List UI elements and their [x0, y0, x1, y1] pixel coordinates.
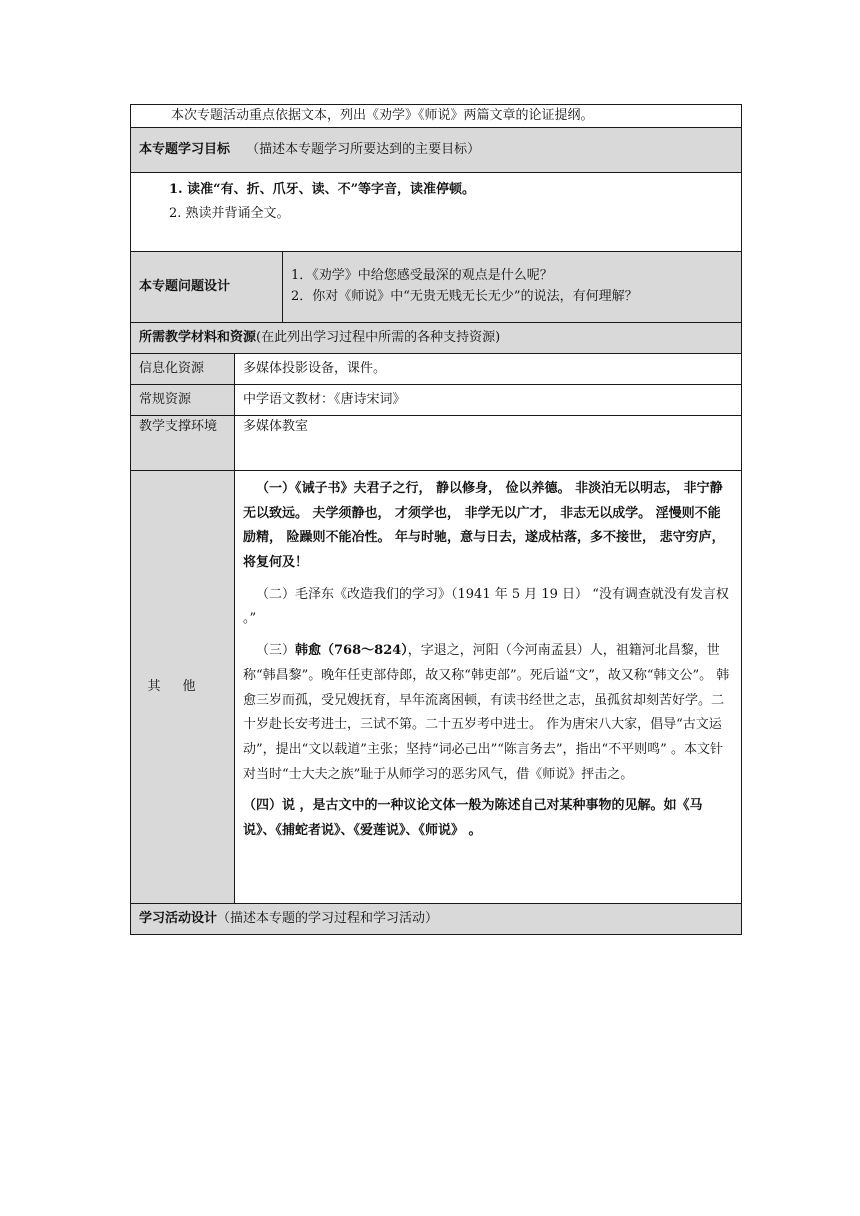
goals-content: [131, 173, 742, 252]
resource-label: 常规资源: [131, 385, 235, 416]
resources-header: [131, 323, 742, 354]
goals-header-row: [131, 128, 742, 173]
resource-row: [131, 354, 742, 385]
other-paragraph: （四）说 ，是古文中的一种议论文体一般为陈述自己对某种事物的见解。如《马说》、《捕蛇者说》、《爱莲说》、《师说》 。: [243, 798, 703, 838]
activity-row: [131, 904, 742, 935]
resource-row: [131, 416, 742, 471]
question-item: 2．你对《师说》中“无贵无贱无长无少”的说法，有何理解？: [291, 289, 638, 304]
activity-title: 学习活动设计: [139, 910, 218, 926]
other-paragraph: （一）《诫子书》夫君子之行， 静以修身， 俭以养德。 非淡泊无以明志， 非宁静无以致远。 夫学须静也， 才须学也， 非学无以广才， 非志无以成学。 淫慢则不能励精， 险躁则不能冶性。 年与时驰，意与日去，遂成枯落，多不接世， 悲守穷庐，将复何及！: [243, 481, 725, 571]
resource-label: 教学支撑环境: [131, 416, 235, 471]
resources-title: 所需教学材料和资源: [139, 329, 257, 345]
intro-text: 本次专题活动重点依据文本，列出《劝学》《师说》两篇文章的论证提纲。: [131, 105, 742, 128]
intro-row: [131, 105, 742, 128]
activity-desc: （描述本专题的学习过程和学习活动）: [217, 910, 439, 926]
goal-item: 2. 熟读并背诵全文。: [169, 205, 290, 221]
resources-header-row: [131, 323, 742, 354]
resource-value: 中学语文教材：《唐诗宋词》: [235, 385, 742, 416]
questions-list: [291, 267, 733, 307]
other-row: [131, 471, 742, 904]
goal-item: 1. 读准“有、折、爪牙、读、不”等字音，读准停顿。: [169, 182, 476, 197]
activity-header: [131, 904, 742, 935]
other-paragraph: （二）毛泽东《改造我们的学习》（1941 年 5 月 19 日） “没有调查就没有发言权 。”: [243, 586, 729, 627]
other-paragraph-bold: 韩愈（768～824）: [295, 643, 408, 659]
resource-label: 信息化资源: [131, 354, 235, 385]
resource-value: 多媒体教室: [235, 416, 742, 471]
other-content: [235, 471, 742, 904]
goals-list: [139, 173, 733, 224]
other-paragraph-head: （三）: [256, 643, 296, 659]
goals-content-row: [131, 173, 742, 252]
questions-title: 本专题问题设计: [131, 252, 283, 323]
resources-desc: (在此列出学习过程中所需的各种支持资源): [256, 329, 501, 345]
resource-value: 多媒体投影设备，课件。: [235, 354, 742, 385]
questions-row: [131, 252, 742, 323]
other-paragraph: [243, 639, 733, 787]
lesson-plan-table: [130, 104, 742, 935]
questions-content: [283, 252, 742, 323]
resource-row: [131, 385, 742, 416]
other-paragraph-rest: ，字退之，河阳（今河南孟县）人，祖籍河北昌黎，世称“韩昌黎”。晚年任吏部侍郎，故又称“韩吏部”。死后谥“文”，故又称“韩文公”。 韩愈三岁而孤，受兄嫂抚育，早年流离困顿，有读书经世之志，虽孤贫却刻苦好学。二十岁赴长安考进士，三试不第。二十五岁考中进士。 作为唐宋八大家，倡导“古文运动”，提出“文以载道”主张；坚持“词必己出”“陈言务去”，指出“不平则鸣” 。本文针对当时“士大夫之族”耻于从师学习的恶劣风气，借《师说》抨击之。: [243, 643, 730, 782]
goals-desc: （描述本专题学习所要达到的主要目标）: [246, 141, 481, 157]
goals-title: 本专题学习目标: [139, 141, 231, 157]
other-label: 其他: [131, 471, 235, 904]
question-item: 1．《劝学》中给您感受最深的观点是什么呢？: [291, 268, 553, 284]
goals-header: [131, 128, 742, 173]
